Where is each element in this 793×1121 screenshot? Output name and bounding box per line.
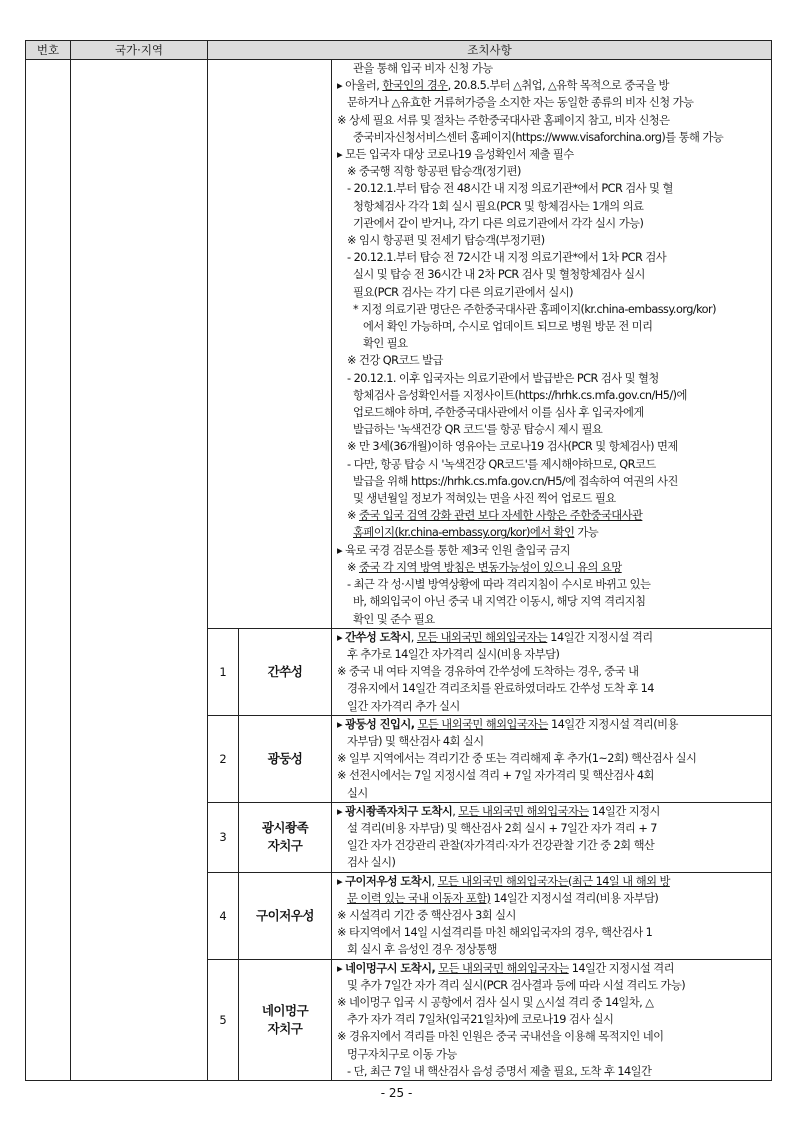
text-line: 설 격리(비용 자부담) 및 핵산검사 2회 실시 + 7일간 자가 격리 + 7 [347,821,657,835]
region-name-line: 자치구 [267,1020,303,1036]
text-line: ▸ 모든 입국자 대상 코로나19 음성확인서 제출 필수 [337,148,574,162]
text-line: 추가 자가 격리 7일차(입국21일차)에 코로나19 검사 실시 [347,1013,614,1027]
text-line: 홈페이지(kr.china-embassy.org/kor)에서 확인 가능 [353,526,599,540]
text-line: ▸ 광시좡족자치구 도착시, 모든 내외국민 해외입국자는 14일간 지정시 [337,804,660,818]
text-line: 실시 및 탑승 전 36시간 내 2차 PCR 검사 및 혈청항체검사 실시 [353,268,645,282]
text-line: 후 추가로 14일간 자가격리 실시(비용 자부담) [347,647,560,661]
region-number: 1 [208,628,239,715]
text-line: ※ 상세 필요 서류 및 절차는 주한중국대사관 홈페이지 참고, 비자 신청은 [337,113,670,127]
measures-table [25,40,772,1081]
text-line: 확인 및 준수 필요 [353,612,435,626]
text-line: 청항체검사 각각 1회 실시 필요(PCR 및 항체검사는 1개의 의료 [353,199,644,213]
text-line: ▸ 광둥성 진입시, 모든 내외국민 해외입국자는 14일간 지정시설 격리(비용 [337,717,678,731]
header-country-region: 국가·지역 [71,41,208,60]
table-row [26,60,772,629]
text-line: ※ 만 3세(36개월)이하 영유아는 코로나19 검사(PCR 및 항체검사) 면제 [347,440,678,454]
region-measures-cell [332,715,772,802]
text-line: 확인 필요 [363,337,408,351]
text-line: 발급하는 '녹색건강 QR 코드'를 항공 탑승시 제시 필요 [353,423,603,437]
text-line: ※ 임시 항공편 및 전세기 탑승객(부정기편) [347,234,545,248]
text-line: 필요(PCR 검사는 각기 다른 의료기관에서 실시) [353,285,573,299]
region-number: 5 [208,959,239,1080]
blank-cell [208,60,332,629]
text-line: 문 이력 있는 국내 이동자 포함) 14일간 지정시설 격리(비용 자부담) [347,891,659,905]
region-measures-cell [332,802,772,872]
text-line: 및 생년월일 정보가 적혀있는 면을 사진 찍어 업로드 필요 [353,492,616,506]
text-line: ※ 중국 입국 검역 강화 관련 보다 자세한 사항은 주한중국대사관 [347,509,643,523]
text-line: ▸ 아울러, 한국인의 경우, 20.8.5.부터 △취업, △유학 목적으로 중국을 방 [337,79,669,93]
text-line: 자부담) 및 핵산검사 4회 실시 [347,734,484,748]
text-line: 발급을 위해 https://hrhk.cs.mfa.gov.cn/H5/에 접속하여 여권의 사진 [353,474,678,488]
text-line: ※ 건강 QR코드 발급 [347,354,443,368]
text-line: ※ 경유지에서 격리를 마친 인원은 중국 국내선을 이용해 목적지인 네이 [337,1030,664,1044]
text-line: ▸ 구이저우성 도착시, 모든 내외국민 해외입국자는(최근 14일 내 해외 방 [337,874,670,888]
number-cell [26,60,71,1081]
text-line: - 20.12.1. 이후 입국자는 의료기관에서 발급받은 PCR 검사 및 혈청 [347,371,659,385]
text-line: - 다만, 항공 탑승 시 '녹색건강 QR코드'를 제시해야하므로, QR코드 [347,457,656,471]
page-number: - 25 - [380,1086,413,1100]
region-number: 3 [208,802,239,872]
region-name [239,628,332,715]
text-line: ※ 중국행 직항 항공편 탑승객(정기편) [347,165,521,179]
text-line: 바, 해외입국이 아닌 중국 내 지역간 이동시, 해당 지역 격리지침 [353,595,646,609]
header-number: 번호 [26,41,71,60]
text-line: 실시 [347,786,368,800]
text-line: 중국비자신청서비스센터 홈페이지(https://www.visaforchina.org)를 통해 가능 [353,130,724,144]
region-name-line: 구이저우성 [256,907,314,923]
text-line: 회 실시 후 음성인 경우 정상통행 [347,943,497,957]
text-line: ※ 타지역에서 14일 시설격리를 마친 해외입국자의 경우, 핵산검사 1 [337,926,653,940]
table-header-row [26,41,772,60]
text-line: 문하거나 △유효한 거류허가증을 소지한 자는 동일한 종류의 비자 신청 가능 [347,96,694,110]
text-line: - 20.12.1.부터 탑승 전 48시간 내 지정 의료기관*에서 PCR 검사 및 혈 [347,182,673,196]
text-line: 항체검사 음성확인서를 지정사이트(https://hrhk.cs.mfa.gov.cn/H5/)에 [353,388,687,402]
text-line: - 20.12.1.부터 탑승 전 72시간 내 지정 의료기관*에서 1차 PCR 검사 [347,251,667,265]
region-measures-cell [332,872,772,959]
text-line: 경유지에서 14일간 격리조치를 완료하였더라도 간쑤성 도착 후 14 [347,682,654,696]
text-line: ▸ 육로 국경 검문소를 통한 제3국 인원 출입국 금지 [337,543,570,557]
text-line: - 단, 최근 7일 내 핵산검사 음성 증명서 제출 필요, 도착 후 14일간 [347,1064,652,1078]
text-line: 멍구자치구로 이동 가능 [347,1047,457,1061]
region-name [239,959,332,1080]
text-line: ▸ 네이멍구시 도착시, 모든 내외국민 해외입국자는 14일간 지정시설 격리 [337,961,674,975]
general-measures-cell [332,60,772,629]
text-line: 일간 자가격리 추가 실시 [347,699,460,713]
region-name [239,872,332,959]
region-name-line: 광시좡족 [261,820,309,836]
region-name-line: 간쑤성 [267,663,303,679]
region-measures-cell [332,959,772,1080]
region-name [239,802,332,872]
region-measures-cell [332,628,772,715]
text-line: ※ 중국 각 지역 방역 방침은 변동가능성이 있으니 유의 요망 [347,560,622,574]
text-line: ※ 선전시에서는 7일 지정시설 격리 + 7일 자가격리 및 핵산검사 4회 [337,769,654,783]
text-line: 업로드해야 하며, 주한중국대사관에서 이를 심사 후 입국자에게 [353,406,644,420]
region-number: 2 [208,715,239,802]
text-line: ▸ 간쑤성 도착시, 모든 내외국민 해외입국자는 14일간 지정시설 격리 [337,630,653,644]
text-line: ※ 시설격리 기간 중 핵산검사 3회 실시 [337,908,516,922]
text-line: 검사 실시) [347,856,396,870]
text-line: 에서 확인 가능하며, 수시로 업데이트 되므로 병원 방문 전 미리 [363,320,653,334]
region-name [239,715,332,802]
text-line: * 지정 의료기관 명단은 주한중국대사관 홈페이지(kr.china-embassy.org/kor) [353,302,716,316]
text-line: 기관에서 같이 받거나, 각기 다른 의료기관에서 각각 실시 가능) [353,216,644,230]
header-measures: 조치사항 [208,41,772,60]
text-line: - 최근 각 성·시별 방역상황에 따라 격리지침이 수시로 바뀌고 있는 [347,578,651,592]
text-line: ※ 네이멍구 입국 시 공항에서 검사 실시 및 △시설 격리 중 14일차, △ [337,995,654,1009]
text-line: 관을 통해 입국 비자 신청 가능 [353,62,493,75]
text-line: 일간 자가 건강관리 관찰(자가격리·자가 건강관찰 기간 중 2회 핵산 [347,839,655,853]
text-line: 및 추가 7일간 자가 격리 실시(PCR 검사결과 등에 따라 시설 격리도 가능) [347,978,686,992]
region-name-line: 광둥성 [267,750,303,766]
text-line: ※ 일부 지역에서는 격리기간 중 또는 격리해제 후 추가(1~2회) 핵산검사 실시 [337,752,697,766]
text-line: ※ 중국 내 여타 지역을 경유하여 간쑤성에 도착하는 경우, 중국 내 [337,665,639,679]
region-number: 4 [208,872,239,959]
region-name-line: 네이멍구 [261,1002,309,1018]
country-cell [71,60,208,1081]
region-name-line: 자치구 [267,838,303,854]
